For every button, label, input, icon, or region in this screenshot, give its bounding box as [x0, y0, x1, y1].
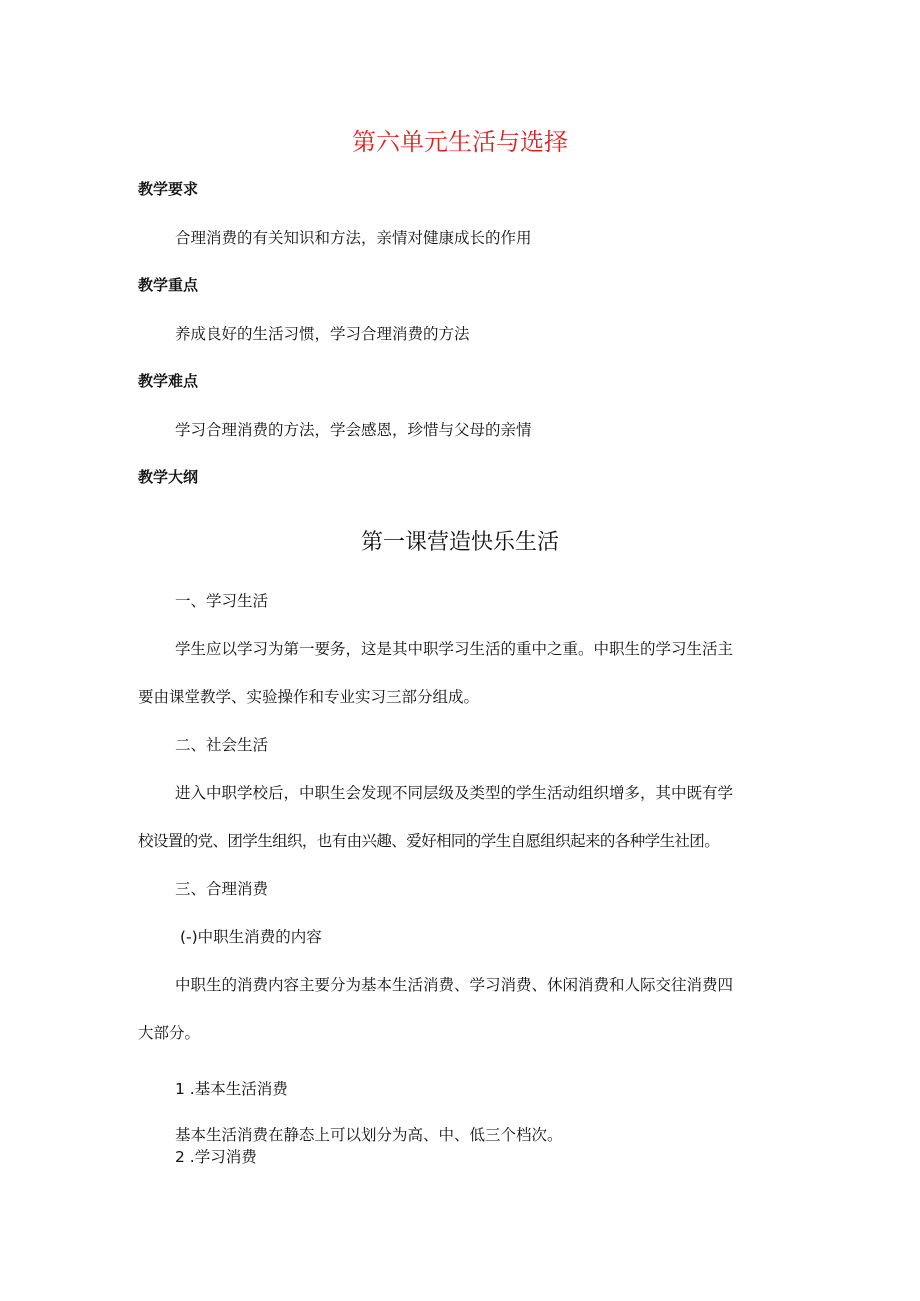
part3-item2: 2 .学习消费 [175, 1148, 257, 1166]
part3-line2: 大部分。 [138, 1024, 201, 1042]
key-points-text: 养成良好的生活习惯，学习合理消费的方法 [175, 325, 470, 343]
page-title: 第六单元生活与选择 [352, 128, 568, 156]
heading-outline: 教学大纲 [138, 468, 199, 486]
part1-line1: 学生应以学习为第一要务，这是其中职学习生活的重中之重。中职生的学习生活主 [175, 640, 734, 658]
part2-line1: 进入中职学校后，中职生会发现不同层级及类型的学生活动组织增多，其中既有学 [175, 784, 734, 802]
part1-line2: 要由课堂教学、实验操作和专业实习三部分组成。 [138, 688, 480, 706]
part2-line2: 校设置的党、团学生组织，也有由兴趣、爱好相同的学生自愿组织起来的各种学生社团。 [138, 832, 720, 850]
part1-heading: 一、学习生活 [175, 592, 269, 610]
part2-heading: 二、社会生活 [175, 736, 269, 754]
heading-requirements: 教学要求 [138, 180, 199, 198]
part3-sub1: (-)中职生消费的内容 [180, 928, 322, 946]
part3-line1: 中职生的消费内容主要分为基本生活消费、学习消费、休闲消费和人际交往消费四 [175, 976, 734, 994]
part3-item1: 1 .基本生活消费 [175, 1080, 288, 1098]
requirements-text: 合理消费的有关知识和方法，亲情对健康成长的作用 [175, 229, 532, 247]
lesson-title: 第一课营造快乐生活 [360, 530, 559, 555]
heading-difficulties: 教学难点 [138, 372, 199, 390]
heading-key-points: 教学重点 [138, 276, 199, 294]
part3-heading: 三、合理消费 [175, 880, 269, 898]
difficulties-text: 学习合理消费的方法，学会感恩，珍惜与父母的亲情 [175, 421, 532, 439]
part3-item1-text: 基本生活消费在静态上可以划分为高、中、低三个档次。 [175, 1126, 563, 1144]
